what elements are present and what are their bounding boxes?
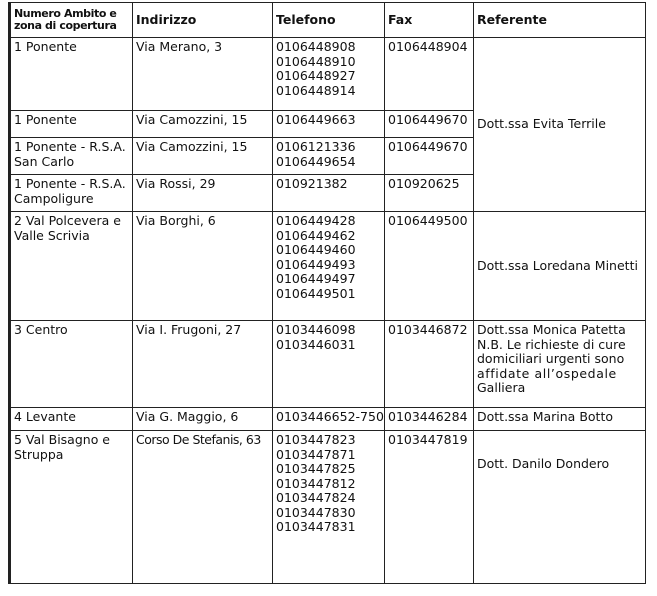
header-referente: Referente [474,3,646,38]
cell-telefono [273,212,385,321]
header-telefono: Telefono [273,3,385,38]
header-ambito [10,3,133,38]
phone-number: 0103447823 [276,432,356,447]
phone-number: 0106121336 [276,139,356,154]
cell-ambito [10,321,133,408]
cell-fax: 0103446872 [385,321,474,408]
table-row [10,38,646,111]
phone-number: 0106449460 [276,242,356,257]
cell-referente [474,321,646,408]
phone-number: 0103447812 [276,475,356,491]
phone-number: 0106449497 [276,271,356,286]
ambito-line: 1 Ponente - R.S.A. [14,176,126,191]
ambito-line: 1 Ponente [14,112,77,127]
cell-indirizzo: Via I. Frugoni, 27 [133,321,273,408]
contacts-table [8,2,646,584]
cell-fax: 0106449670 [385,138,474,175]
header-row [10,3,646,38]
cell-indirizzo: Corso De Stefanis, 63 [133,431,273,584]
phone-number: 0106449663 [276,112,356,127]
cell-telefono [273,138,385,175]
table-row [10,431,646,584]
phone-number: 0103446098 [276,322,356,337]
cell-telefono [273,175,385,212]
referente-note-line: affidate all’ospedale [477,365,617,381]
phone-number: 0106448908 [276,39,356,54]
phone-number: 0103446652-750 [276,409,384,424]
cell-indirizzo: Via Borghi, 6 [133,212,273,321]
ambito-line: 4 Levante [14,409,76,424]
phone-number: 0103446031 [276,336,356,352]
cell-telefono [273,321,385,408]
ambito-line: Struppa [14,446,64,462]
phone-number: 0103447831 [276,519,356,534]
cell-referente: Dott.ssa Marina Botto [474,408,646,431]
phone-number: 0106449493 [276,256,356,272]
phone-number: 0103447824 [276,490,356,505]
cell-indirizzo: Via Merano, 3 [133,38,273,111]
cell-telefono [273,431,385,584]
cell-indirizzo: Via Rossi, 29 [133,175,273,212]
cell-telefono [273,111,385,138]
ambito-line: 3 Centro [14,322,68,337]
ambito-line: 1 Ponente - R.S.A. [14,139,126,154]
cell-telefono [273,38,385,111]
cell-indirizzo: Via G. Maggio, 6 [133,408,273,431]
table-row [10,212,646,321]
ambito-line: 1 Ponente [14,39,77,54]
table-row [10,408,646,431]
referente-note-line: domiciliari urgenti sono [477,351,625,366]
phone-number: 0103447825 [276,461,356,476]
cell-referente-ponente: Dott.ssa Evita Terrile [474,38,646,212]
cell-ambito [10,38,133,111]
phone-number: 0106449428 [276,213,356,228]
cell-telefono [273,408,385,431]
table-row [10,321,646,408]
referente-note-line: N.B. Le richieste di cure [477,336,626,352]
cell-referente: Dott. Danilo Dondero [474,431,646,584]
cell-fax: 010920625 [385,175,474,212]
ambito-line: 5 Val Bisagno e [14,432,111,447]
cell-fax: 0106449670 [385,111,474,138]
cell-fax: 0106449500 [385,212,474,321]
phone-number: 0106449654 [276,153,356,169]
ambito-line: San Carlo [14,153,75,169]
phone-number: 0106448927 [276,68,356,83]
header-fax: Fax [385,3,474,38]
phone-number: 0103447830 [276,504,356,520]
phone-number: 0106449462 [276,227,356,243]
header-ambito-line2: zona di copertura [14,19,117,32]
cell-ambito [10,212,133,321]
cell-indirizzo: Via Camozzini, 15 [133,138,273,175]
cell-ambito [10,138,133,175]
cell-fax: 0103446284 [385,408,474,431]
header-indirizzo: Indirizzo [133,3,273,38]
phone-number: 0106448910 [276,53,356,69]
referente-line: Dott.ssa Monica Patetta [477,322,626,337]
cell-indirizzo: Via Camozzini, 15 [133,111,273,138]
ambito-line: Valle Scrivia [14,227,90,243]
ambito-line: Campoligure [14,190,94,206]
referente-note-line: Galliera [477,380,526,395]
header-ambito-line1: Numero Ambito e [14,7,117,20]
cell-fax: 0106448904 [385,38,474,111]
phone-number: 010921382 [276,176,348,191]
ambito-line: 2 Val Polcevera e [14,213,121,228]
cell-ambito [10,111,133,138]
cell-referente: Dott.ssa Loredana Minetti [474,212,646,321]
phone-number: 0103447871 [276,446,356,462]
cell-ambito [10,408,133,431]
cell-fax: 0103447819 [385,431,474,584]
cell-ambito [10,175,133,212]
phone-number: 0106449501 [276,285,356,301]
phone-number: 0106448914 [276,82,356,98]
cell-ambito [10,431,133,584]
